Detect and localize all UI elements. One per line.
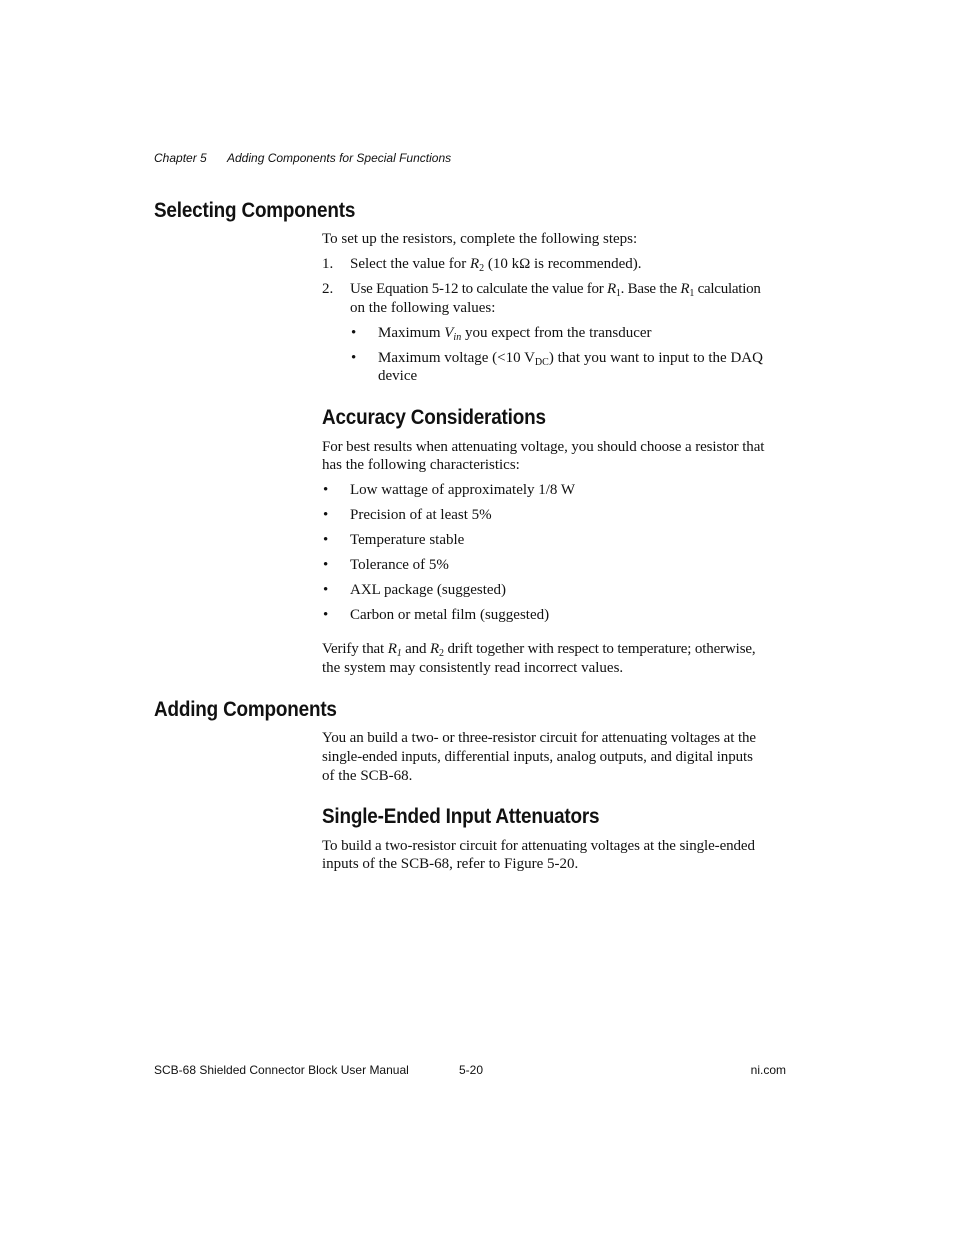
list-item: Precision of at least 5% <box>350 507 492 523</box>
footer-page-number: 5-20 <box>459 1063 484 1077</box>
selecting-intro: To set up the resistors, complete the following steps: <box>322 231 638 247</box>
accuracy-intro-line-1: For best results when attenuating voltage, you should choose a resistor that <box>322 439 765 455</box>
list-item: AXL package (suggested) <box>350 582 507 598</box>
bullet-max-voltage: Maximum voltage (<10 $V_{DC}$) that you want to input to the DAQ <box>378 350 763 368</box>
chapter-label: Chapter 5 <box>154 151 207 165</box>
list-item: Low wattage of approximately 1/8 W <box>350 482 576 498</box>
adding-line-1: You an build a two- or three-resistor circuit for attenuating voltages at the <box>322 730 756 746</box>
step-2-text: Use Equation 5-12 to calculate the value for $R_1$. Base the $R_1$ calculation <box>350 281 761 299</box>
list-item: Carbon or metal film (suggested) <box>350 607 550 623</box>
single-ended-line-1: To build a two-resistor circuit for attenuating voltages at the single-ended <box>322 838 755 854</box>
bullet-glyph: • <box>351 325 357 341</box>
verify-line-2: the system may consistently read incorrect values. <box>322 660 624 676</box>
bullet-max-voltage-continued: device <box>378 368 418 384</box>
bullet-glyph: • <box>323 582 329 598</box>
list-item: Temperature stable <box>350 532 465 548</box>
adding-line-2: single-ended inputs, differential inputs, analog outputs, and digital inputs <box>322 749 753 765</box>
bullet-glyph: • <box>323 482 329 498</box>
heading-adding-components: Adding Components <box>154 698 337 721</box>
step-number: 1. <box>322 256 334 272</box>
verify-line-1: Verify that $R_1$ and $R_2$ drift together with respect to temperature; otherwise, <box>322 641 756 659</box>
footer-website: ni.com <box>750 1063 786 1077</box>
step-1-text: Select the value for $R_2$ (10 kΩ is recommended). <box>350 256 642 274</box>
bullet-glyph: • <box>351 350 357 366</box>
heading-selecting-components: Selecting Components <box>154 199 356 222</box>
heading-single-ended-input-attenuators: Single-Ended Input Attenuators <box>322 805 600 828</box>
bullet-glyph: • <box>323 532 329 548</box>
single-ended-line-2: inputs of the SCB-68, refer to Figure 5-20. <box>322 856 579 872</box>
list-item: Tolerance of 5% <box>350 557 449 573</box>
adding-line-3: of the SCB-68. <box>322 768 413 784</box>
footer-manual-title: SCB-68 Shielded Connector Block User Manual <box>154 1063 409 1077</box>
bullet-max-vin: Maximum $V_{in}$ you expect from the transducer <box>378 325 652 343</box>
accuracy-intro-line-2: has the following characteristics: <box>322 457 520 473</box>
bullet-glyph: • <box>323 507 329 523</box>
bullet-glyph: • <box>323 557 329 573</box>
step-number: 2. <box>322 281 334 297</box>
step-2-text-continued: on the following values: <box>350 300 496 316</box>
chapter-title: Adding Components for Special Functions <box>227 151 452 165</box>
heading-accuracy-considerations: Accuracy Considerations <box>322 406 546 429</box>
bullet-glyph: • <box>323 607 329 623</box>
